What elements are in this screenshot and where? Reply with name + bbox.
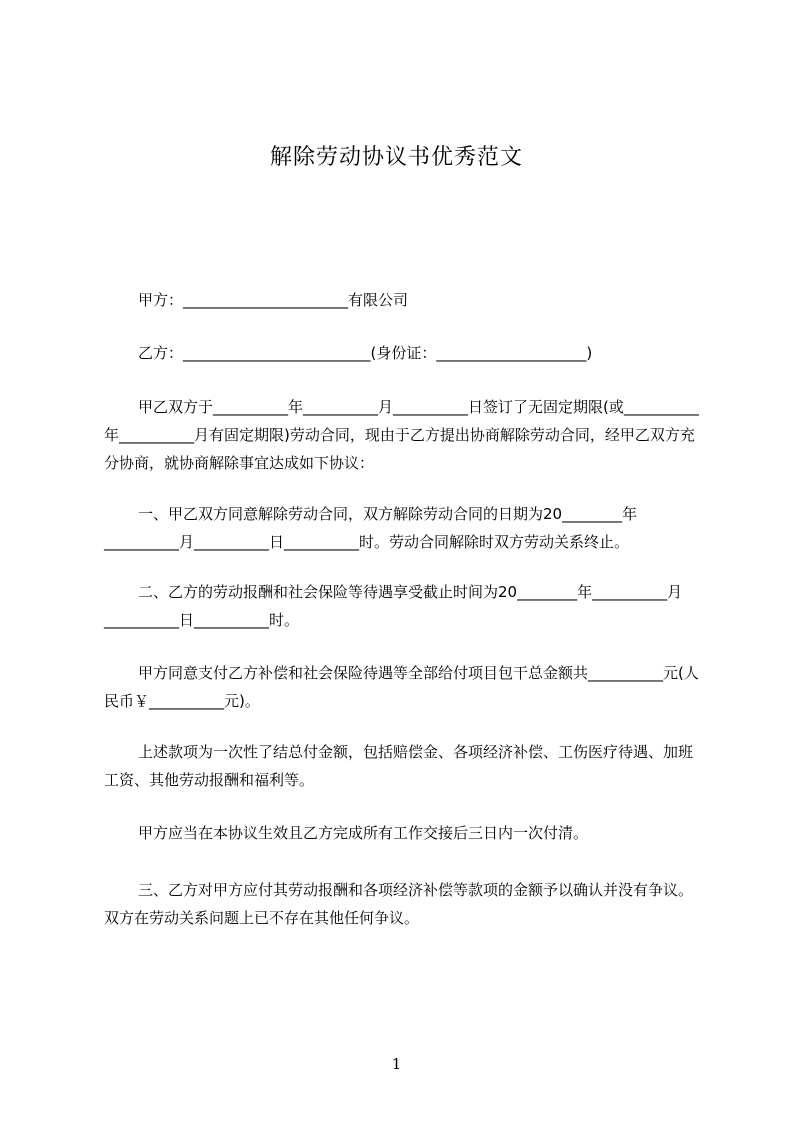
page-number: 1 [391,1055,402,1073]
party-b-line: 乙方：_________________________(身份证：____________________) [138,344,593,362]
clause-3-paragraph: 三、乙方对甲方应付其劳动报酬和各项经济补偿等款项的金额予以确认并没有争议。双方在劳动关系问题上已不存在其他任何争议。 [104,881,694,927]
intro-paragraph: 甲乙双方于__________年__________月__________日签订了无固定期限(或__________年__________月有固定期限)劳动合同，现由于乙方提出协商解除劳动合同，经甲乙双方充分协商，就协商解除事宜达成如下协议： [104,398,699,472]
payment-total-paragraph: 甲方同意支付乙方补偿和社会保险待遇等全部给付项目包干总金额共__________元(人民币￥__________元)。 [104,664,699,710]
clause-2-paragraph: 二、乙方的劳动报酬和社会保险等待遇享受截止时间为20________年__________月__________日__________时。 [104,583,683,629]
party-a-line: 甲方：______________________有限公司 [138,291,409,309]
payment-scope-paragraph: 上述款项为一次性了结总付金额，包括赔偿金、各项经济补偿、工伤医疗待遇、加班工资、其他劳动报酬和福利等。 [104,743,694,789]
document-title: 解除劳动协议书优秀范文 [269,145,523,170]
payment-deadline-paragraph: 甲方应当在本协议生效且乙方完成所有工作交接后三日内一次付清。 [138,824,589,842]
clause-1-paragraph: 一、甲乙双方同意解除劳动合同，双方解除劳动合同的日期为20________年__________月__________日__________时。劳动合同解除时双方劳动关系终止。 [104,505,638,551]
